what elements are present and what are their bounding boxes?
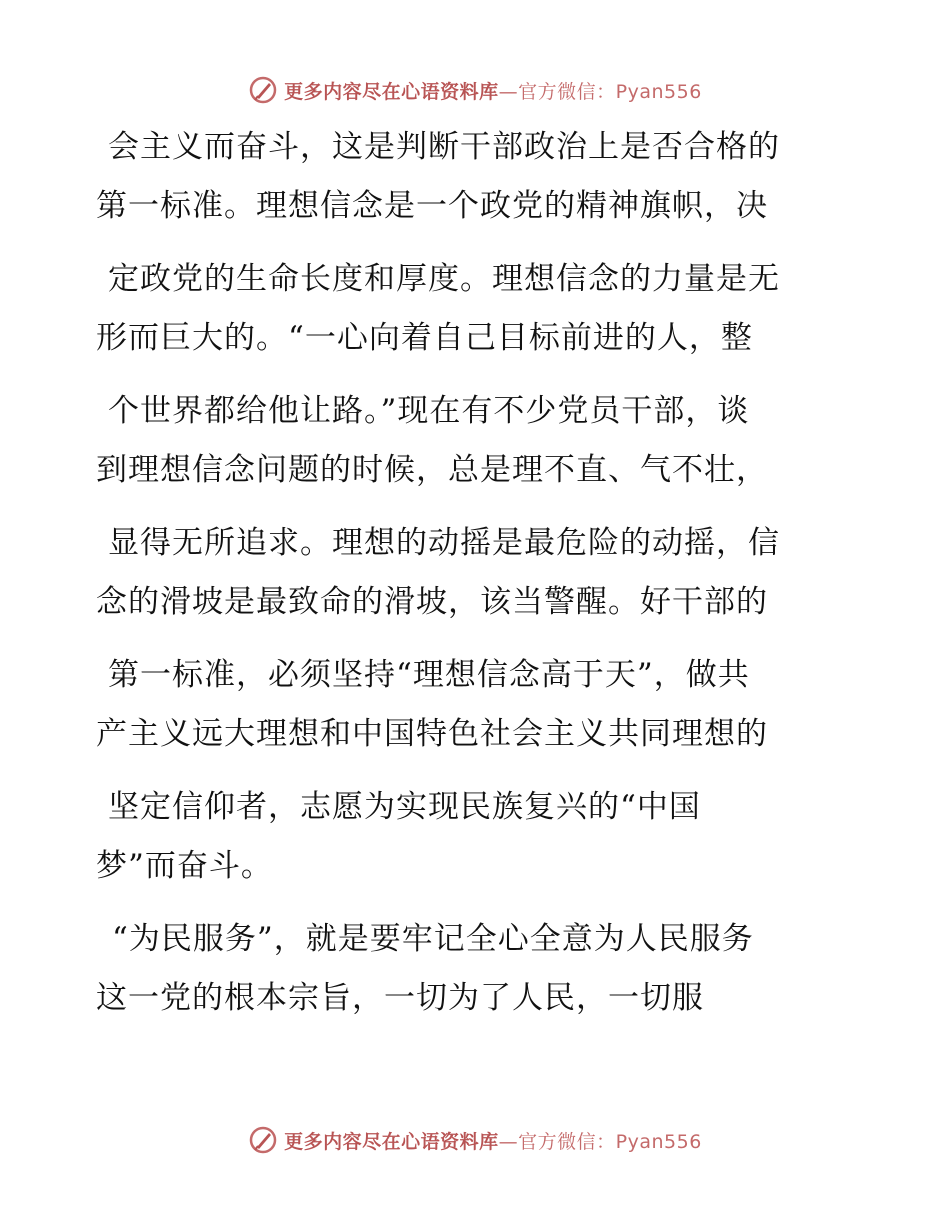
body-line: 第一标准。理想信念是一个政党的精神旗帜，决 <box>96 188 768 224</box>
body-line: 定政党的生命长度和厚度。理想信念的力量是无 <box>108 261 780 297</box>
body-line: 坚定信仰者，志愿为实现民族复兴的“中国 <box>108 789 701 825</box>
footer-banner-text <box>284 1127 702 1154</box>
quill-logo-icon <box>248 1125 278 1155</box>
body-line: 产主义远大理想和中国特色社会主义共同理想的 <box>96 716 768 752</box>
footer-banner-separator: — <box>498 1130 519 1153</box>
body-line: 到理想信念问题的时候，总是理不直、气不壮， <box>96 452 768 488</box>
body-line: “为民服务”，就是要牢记全心全意为人民服务 <box>112 921 754 957</box>
header-banner-separator: — <box>498 80 519 103</box>
header-banner-contact: 官方微信：Pyan556 <box>518 80 702 103</box>
body-line: 这一党的根本宗旨，一切为了人民，一切服 <box>96 980 704 1016</box>
footer-banner-main: 更多内容尽在心语资料库 <box>284 1130 499 1153</box>
body-line: 念的滑坡是最致命的滑坡，该当警醒。好干部的 <box>96 584 768 620</box>
body-line: 第一标准，必须坚持“理想信念高于天”，做共 <box>108 657 750 693</box>
body-line: 形而巨大的。“一心向着自己目标前进的人，整 <box>96 320 753 356</box>
header-banner-main: 更多内容尽在心语资料库 <box>284 80 499 103</box>
footer-banner <box>0 1120 950 1160</box>
body-line: 显得无所追求。理想的动摇是最危险的动摇，信 <box>108 525 780 561</box>
body-line: 梦”而奋斗。 <box>96 848 273 884</box>
footer-banner-contact: 官方微信：Pyan556 <box>518 1130 702 1153</box>
body-line: 会主义而奋斗，这是判断干部政治上是否合格的 <box>108 129 780 165</box>
body-line: 个世界都给他让路。”现在有不少党员干部，谈 <box>108 393 750 429</box>
